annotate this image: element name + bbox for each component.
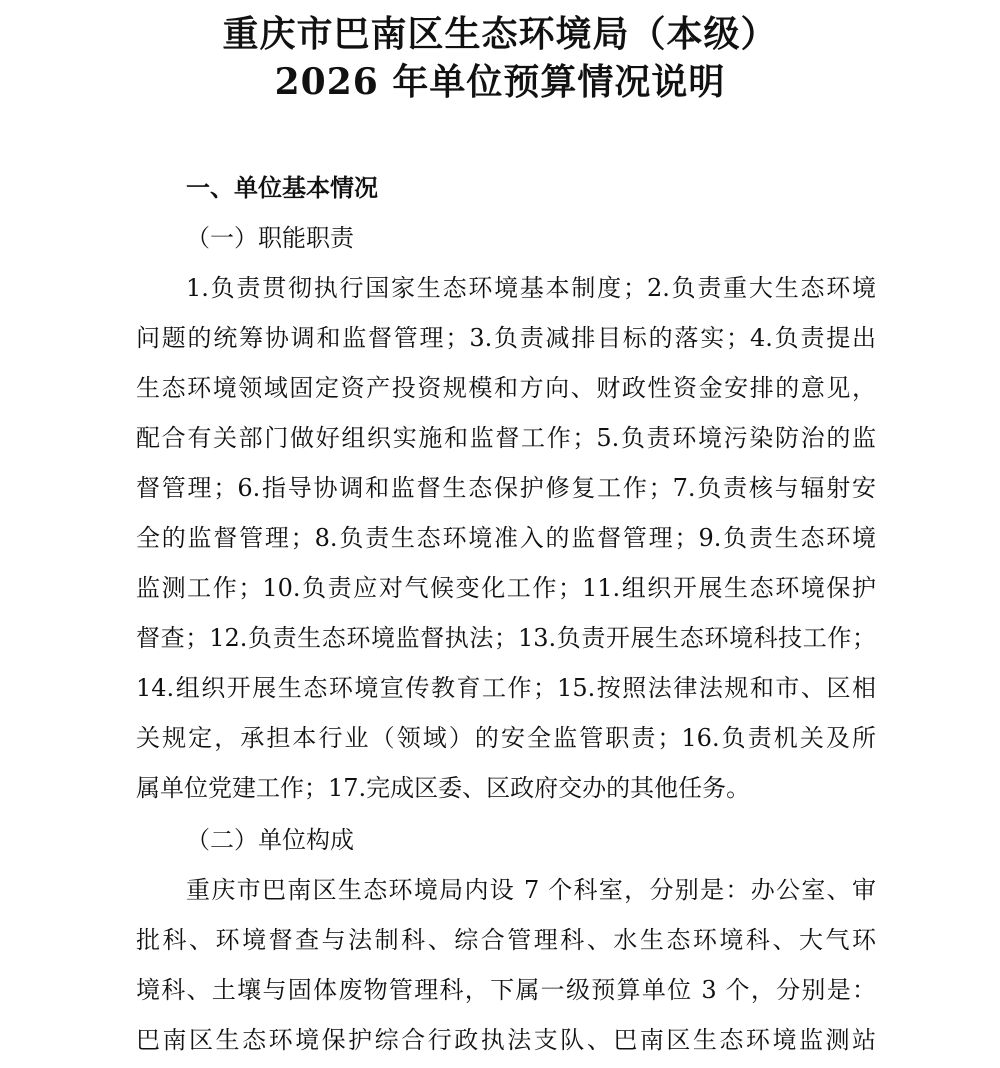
duties-line: 1.负责贯彻执行国家生态环境基本制度；2.负责重大生态环境: [186, 274, 876, 302]
composition-line: 批科、环境督查与法制科、综合管理科、水生态环境科、大气环: [136, 926, 876, 954]
duties-line: 全的监督管理；8.负责生态环境准入的监督管理；9.负责生态环境: [136, 524, 876, 552]
composition-line: 巴南区生态环境保护综合行政执法支队、巴南区生态环境监测站: [136, 1026, 876, 1054]
duties-line: 问题的统筹协调和监督管理；3.负责减排目标的落实；4.负责提出: [136, 324, 876, 352]
composition-line: 境科、土壤与固体废物管理科，下属一级预算单位 3 个，分别是：: [136, 976, 876, 1004]
duties-line: 督管理；6.指导协调和监督生态保护修复工作；7.负责核与辐射安: [136, 474, 876, 502]
duties-line: 关规定，承担本行业（领域）的安全监管职责；16.负责机关及所: [136, 724, 876, 752]
subsection-heading-duties: （一）职能职责: [186, 224, 354, 252]
duties-line: 属单位党建工作；17.完成区委、区政府交办的其他任务。: [136, 774, 751, 802]
duties-line: 生态环境领域固定资产投资规模和方向、财政性资金安排的意见，: [136, 374, 876, 402]
duties-line: 14.组织开展生态环境宣传教育工作；15.按照法律法规和市、区相: [136, 674, 876, 702]
duties-line: 督查；12.负责生态环境监督执法；13.负责开展生态环境科技工作；: [136, 624, 876, 652]
duties-line: 配合有关部门做好组织实施和监督工作；5.负责环境污染防治的监: [136, 424, 876, 452]
section-heading-basic-info: 一、单位基本情况: [186, 174, 378, 202]
document-title-line1: 重庆市巴南区生态环境局（本级）: [222, 13, 778, 55]
composition-line: 重庆市巴南区生态环境局内设 7 个科室，分别是：办公室、审: [186, 876, 876, 904]
duties-line: 监测工作；10.负责应对气候变化工作；11.组织开展生态环境保护: [136, 574, 876, 602]
subsection-heading-composition: （二）单位构成: [186, 826, 354, 854]
document-title-line2: 2026 年单位预算情况说明: [274, 61, 726, 103]
